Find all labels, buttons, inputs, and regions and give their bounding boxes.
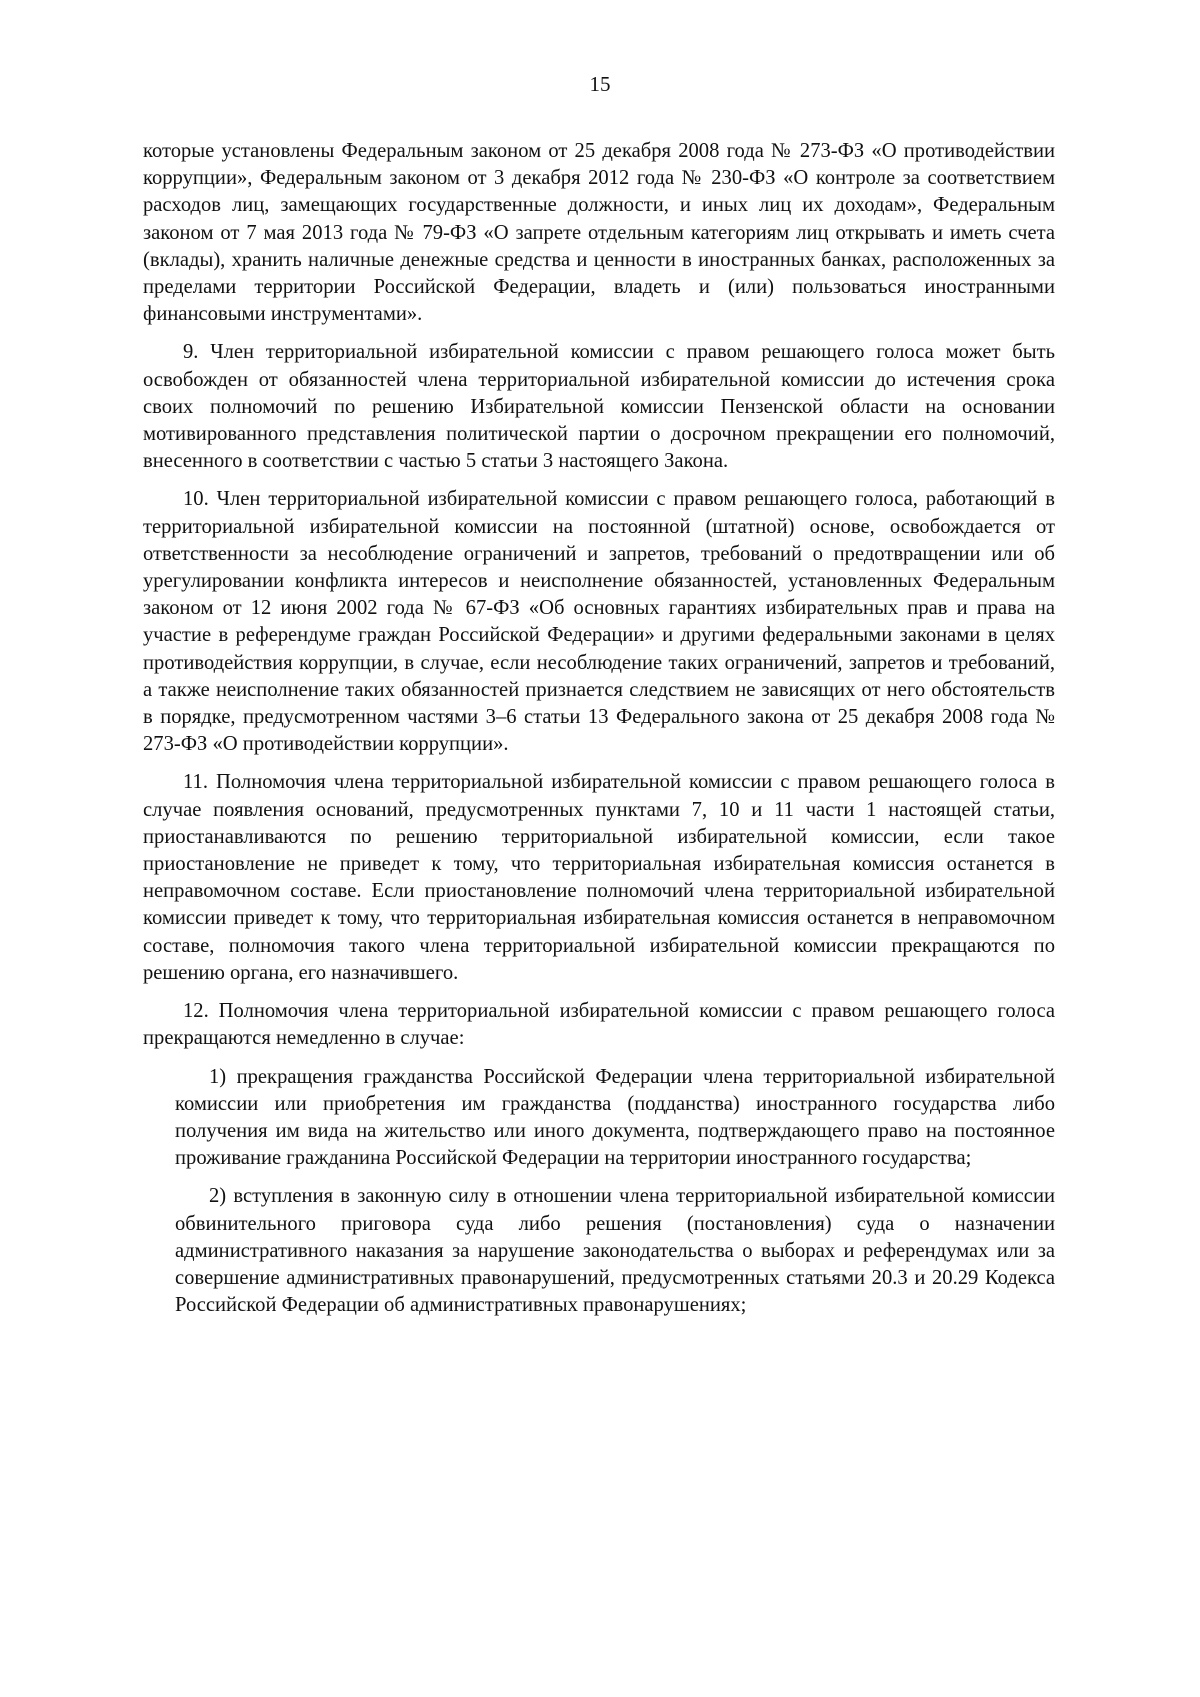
paragraph-11: 11. Полномочия члена территориальной избирательной комиссии с правом решающего голоса в случае появления оснований, предусмотренных пунктами 7, 10 и 11 части 1 настоящей статьи, приостанавливаются по решению территориальной избирательной комиссии, если такое приостановление не приведет к тому, что территориальная избирательная комиссия останется в неправомочном составе. Если приостановление полномочий члена территориальной избирательной комиссии приведет к тому, что территориальная избирательная комиссия останется в неправомочном составе, полномочия такого члена территориальной избирательной комиссии прекращаются по решению органа, его назначившего. <box>143 771 1055 984</box>
paragraph-10: 10. Член территориальной избирательной комиссии с правом решающего голоса, работающий в территориальной избирательной комиссии на постоянной (штатной) основе, освобождается от ответственности за несоблюдение ограничений и запретов, требований о предотвращении или об урегулировании конфликта интересов и неисполнение обязанностей, установленных Федеральным законом от 12 июня 2002 года № 67-ФЗ «Об основных гарантиях избирательных прав и права на участие в референдуме граждан Российской Федерации» и другими федеральными законами в целях противодействия коррупции, в случае, если несоблюдение таких ограничений, запретов и требований, а также неисполнение таких обязанностей признается следствием не зависящих от него обстоятельств в порядке, предусмотренном частями 3–6 статьи 13 Федерального закона от 25 декабря 2008 года № 273-ФЗ «О противодействии коррупции». <box>143 488 1055 756</box>
document-body <box>143 138 1055 1330</box>
page-number: 15 <box>589 72 611 96</box>
list-item-1: 1) прекращения гражданства Российской Федерации члена территориальной избирательной комиссии или приобретения им гражданства (подданства) иностранного государства либо получения им вида на жительство или иного документа, подтверждающего право на постоянное проживание гражданина Российской Федерации на территории иностранного государства; <box>175 1065 1055 1170</box>
paragraph-12: 12. Полномочия члена территориальной избирательной комиссии с правом решающего голоса прекращаются немедленно в случае: <box>143 1000 1055 1050</box>
paragraph-9: 9. Член территориальной избирательной комиссии с правом решающего голоса может быть освобожден от обязанностей члена территориальной избирательной комиссии до истечения срока своих полномочий по решению Избирательной комиссии Пензенской области на основании мотивированного представления политической партии о досрочном прекращении его полномочий, внесенного в соответствии с частью 5 статьи 3 настоящего Закона. <box>143 341 1055 473</box>
paragraph-continuation: которые установлены Федеральным законом от 25 декабря 2008 года № 273-ФЗ «О противодействии коррупции», Федеральным законом от 3 декабря 2012 года № 230-ФЗ «О контроле за соответствием расходов лиц, замещающих государственные должности, и иных лиц их доходам», Федеральным законом от 7 мая 2013 года № 79-ФЗ «О запрете отдельным категориям лиц открывать и иметь счета (вклады), хранить наличные денежные средства и ценности в иностранных банках, расположенных за пределами территории Российской Федерации, владеть и (или) пользоваться иностранными финансовыми инструментами». <box>143 140 1055 326</box>
list-item-2: 2) вступления в законную силу в отношении члена территориальной избирательной комиссии обвинительного приговора суда либо решения (постановления) суда о назначении административного наказания за нарушение законодательства о выборах и референдумах или за совершение административных правонарушений, предусмотренных статьями 20.3 и 20.29 Кодекса Российской Федерации об административных правонарушениях; <box>175 1185 1055 1317</box>
